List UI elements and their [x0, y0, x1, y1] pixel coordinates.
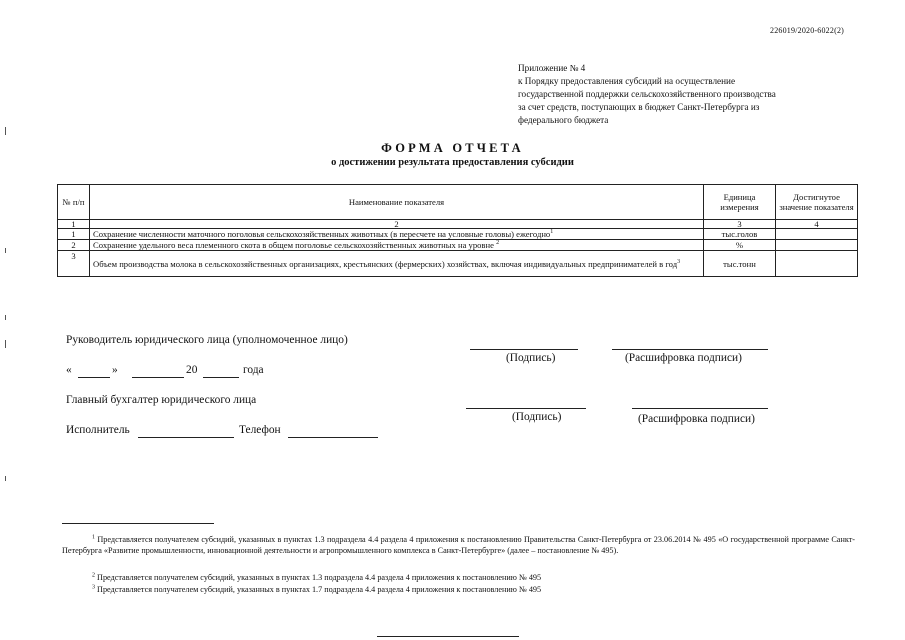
margin-mark	[5, 248, 6, 253]
row-name-text: Сохранение удельного веса племенного скота в общем поголовье сельскохозяйственных животных на уровне	[93, 240, 494, 250]
footnote-separator	[62, 523, 214, 524]
date-quote-open: «	[66, 364, 72, 376]
date-day-line[interactable]	[78, 377, 110, 378]
appendix-header	[518, 62, 838, 127]
table-row	[58, 229, 858, 240]
row-name-text: Сохранение численности маточного поголовья сельскохозяйственных животных (в пересчете на условные головы) ежегодно	[93, 229, 551, 239]
head-label: Руководитель юридического лица (уполномоченное лицо)	[66, 334, 348, 346]
accountant-decode-caption: (Расшифровка подписи)	[638, 413, 755, 425]
table-row	[58, 240, 858, 251]
header-unit: Единица измерения	[704, 185, 776, 220]
row-num: 1	[58, 229, 90, 240]
footnote-2-mark: 2	[92, 572, 95, 579]
row-name	[90, 251, 704, 277]
footnote-3-text: Представляется получателем субсидий, указанных в пунктах 1.7 подраздела 4.4 раздела 4 приложения к постановлению № 495	[97, 585, 542, 594]
bottom-rule	[377, 636, 519, 637]
phone-line[interactable]	[288, 437, 378, 438]
row-name	[90, 229, 704, 240]
margin-mark	[5, 476, 6, 481]
row-name	[90, 240, 704, 251]
column-number-row	[58, 220, 858, 229]
document-number: 226019/2020-6022(2)	[770, 26, 845, 35]
appendix-line-5: федерального бюджета	[518, 115, 609, 125]
executor-line[interactable]	[138, 437, 234, 438]
margin-mark	[5, 340, 6, 348]
head-decode-caption: (Расшифровка подписи)	[625, 352, 742, 364]
table-row	[58, 251, 858, 277]
date-month-line[interactable]	[132, 377, 184, 378]
date-year-suffix: года	[243, 364, 264, 376]
row-value-cell[interactable]	[776, 251, 858, 277]
date-year-line[interactable]	[203, 377, 239, 378]
form-title-main: ФОРМА ОТЧЕТА	[381, 141, 524, 155]
row-value-cell[interactable]	[776, 229, 858, 240]
executor-label: Исполнитель	[66, 424, 130, 436]
date-year-prefix: 20	[186, 364, 198, 376]
header-value: Достигнутое значение показателя	[776, 185, 858, 220]
accountant-decode-line[interactable]	[632, 408, 768, 409]
head-signature-line[interactable]	[470, 349, 578, 350]
accountant-signature-caption: (Подпись)	[512, 411, 562, 423]
footnote-1	[62, 534, 855, 556]
table-header-row	[58, 185, 858, 220]
footnote-3-mark: 3	[92, 584, 95, 591]
margin-mark	[5, 127, 6, 135]
row-num: 2	[58, 240, 90, 251]
footnote-1-mark: 1	[92, 534, 95, 541]
row-unit: тыс.тонн	[704, 251, 776, 277]
accountant-label: Главный бухгалтер юридического лица	[66, 394, 257, 406]
date-quote-close: »	[112, 364, 118, 376]
row-unit: тыс.голов	[704, 229, 776, 240]
appendix-line-1: Приложение № 4	[518, 63, 586, 73]
header-name: Наименование показателя	[90, 185, 704, 220]
row-name-text: Объем производства молока в сельскохозяйственных организациях, крестьянских (фермерских) хозяйствах, включая индивидуальных предпринимателей в год	[93, 258, 678, 269]
appendix-line-4: за счет средств, поступающих в бюджет Санкт-Петербурга из	[518, 102, 760, 112]
form-title	[0, 141, 905, 168]
head-signature-caption: (Подпись)	[506, 352, 556, 364]
footnote-1-text: Представляется получателем субсидий, указанных в пунктах 1.3 подраздела 4.4 раздела 4 приложения к постановлению Правительства Санкт-Петербурга от 23.06.2014 № 495 «О государственной программе Санкт-Петербурга «Развитие промышленности, инновационной деятельности и агропромышленного комплекса в Санкт-Петербурге» (далее – постановление № 495).	[62, 535, 855, 555]
column-number: 1	[58, 220, 90, 229]
footnote-3	[92, 584, 855, 595]
indicators-table	[57, 184, 858, 277]
row-num: 3	[58, 251, 90, 277]
form-title-sub: о достижении результата предоставления субсидии	[331, 157, 574, 168]
margin-mark	[5, 315, 6, 320]
footnote-2-text: Представляется получателем субсидий, указанных в пунктах 1.3 подраздела 4.4 раздела 4 приложения к постановлению № 495	[97, 573, 542, 582]
column-number: 3	[704, 220, 776, 229]
footnote-ref: 2	[496, 240, 500, 247]
row-unit: %	[704, 240, 776, 251]
head-decode-line[interactable]	[612, 349, 768, 350]
appendix-line-2: к Порядку предоставления субсидий на осуществление	[518, 76, 736, 86]
appendix-line-3: государственной поддержки сельскохозяйственного производства	[518, 89, 776, 99]
phone-label: Телефон	[239, 424, 281, 436]
header-num: № п/п	[58, 185, 90, 220]
footnote-ref: 3	[677, 258, 681, 265]
footnote-2	[92, 572, 855, 583]
accountant-signature-line[interactable]	[466, 408, 586, 409]
row-value-cell[interactable]	[776, 240, 858, 251]
column-number: 2	[90, 220, 704, 229]
footnote-ref: 1	[550, 229, 554, 236]
column-number: 4	[776, 220, 858, 229]
